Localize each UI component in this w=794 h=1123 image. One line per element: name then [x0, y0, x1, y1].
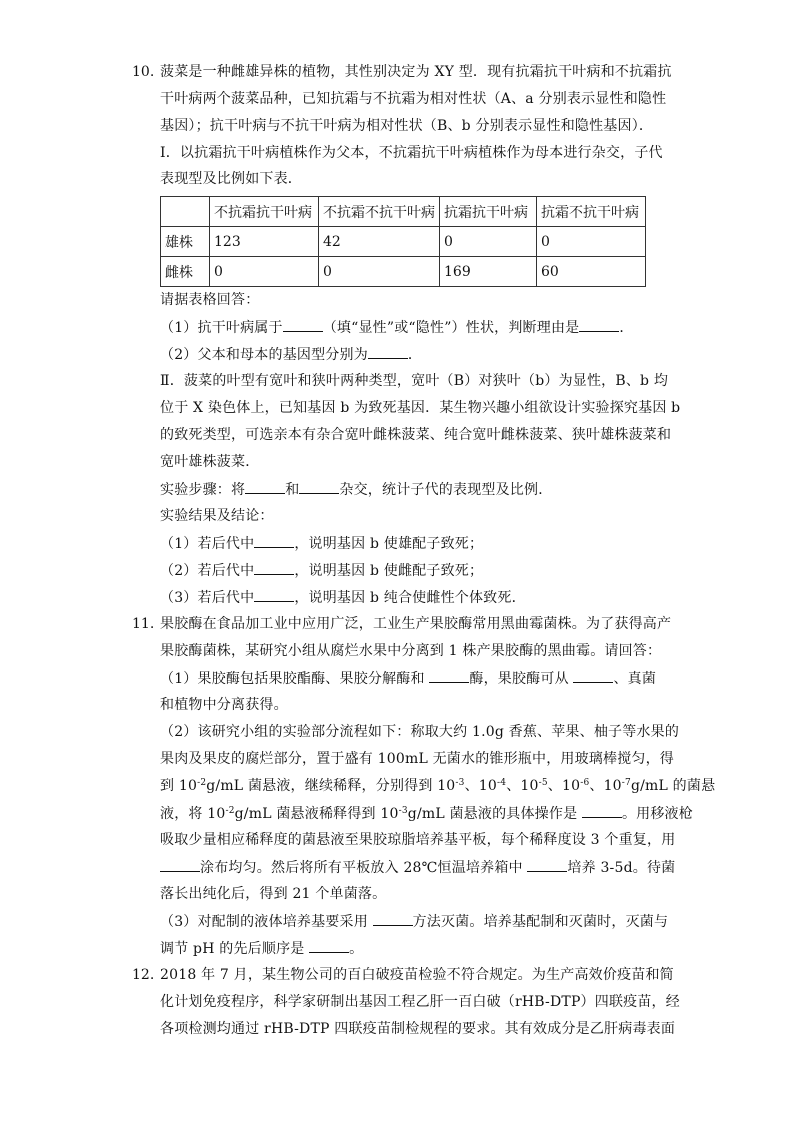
- table-header-cell: 抗霜不抗干叶病: [537, 197, 646, 227]
- q10-results-title: 实验结果及结论：: [160, 508, 274, 524]
- q11-sub-2-line-4: 液，将 $10^{-2}g/mL$ 菌悬液稀释得到 $10^{-3}g/mL$ 菌悬液的具体操作是 。用移液枪: [160, 803, 693, 824]
- q10-experiment-step: 实验步骤：将 和 杂交，统计子代的表现型及比例．: [160, 479, 552, 500]
- answer-blank[interactable]: [254, 587, 294, 602]
- q11-sub-2-line-7: 落长出纯化后，得到 21 个单菌落。: [160, 886, 387, 902]
- answer-blank[interactable]: [254, 533, 294, 548]
- table-row: [161, 257, 646, 287]
- answer-blank[interactable]: [368, 344, 408, 359]
- answer-blank[interactable]: [309, 938, 349, 953]
- q11-sub-2-line-5: 吸取少量相应稀释度的菌悬液至果胶琼脂培养基平板，每个稀释度设 3 个重复，用: [160, 832, 676, 848]
- q11-sub-2-line-1: （2）该研究小组的实验部分流程如下：称取大约 1.0g 香蕉、苹果、柚子等水果的: [160, 724, 680, 740]
- answer-blank[interactable]: [579, 317, 619, 332]
- q10-part2-line-2: 位于 X 染色体上，已知基因 b 为致死基因．某生物兴趣小组欲设计实验探究基因 b: [160, 400, 681, 416]
- q10-result-3: （3）若后代中 ，说明基因 b 纯合使雌性个体致死．: [160, 587, 526, 608]
- table-cell: 169: [440, 257, 537, 287]
- table-header-cell: 不抗霜不抗干叶病: [319, 197, 440, 227]
- answer-blank[interactable]: [283, 317, 323, 332]
- table-cell: 0: [440, 227, 537, 257]
- q10-question-2: （2）父本和母本的基因型分别为 ．: [160, 344, 422, 365]
- q11-line-1: 果胶酶在食品加工业中应用广泛，工业生产果胶酶常用黑曲霉菌株。为了获得高产: [160, 616, 672, 632]
- table-header-row: [161, 197, 646, 227]
- q10-after-table: 请据表格回答：: [160, 292, 260, 308]
- q11-sub-1-cont: 和植物中分离获得。: [160, 697, 288, 713]
- phenotype-table: [160, 196, 646, 287]
- answer-blank[interactable]: [582, 803, 622, 818]
- q10-line-1: 菠菜是一种雌雄异株的植物，其性别决定为 XY 型．现有抗霜抗干叶病和不抗霜抗: [160, 64, 672, 80]
- q10-result-2: （2）若后代中 ，说明基因 b 使雌配子致死；: [160, 560, 483, 581]
- table-cell: 42: [319, 227, 440, 257]
- table-cell: 雌株: [161, 257, 210, 287]
- q11-sub-2-line-6: 涂布均匀。然后将所有平板放入 28℃恒温培养箱中 培养 3-5d。待菌: [160, 857, 675, 878]
- table-cell: 60: [537, 257, 646, 287]
- table-cell: 雄株: [161, 227, 210, 257]
- answer-blank[interactable]: [299, 479, 339, 494]
- table-cell: 123: [210, 227, 319, 257]
- answer-blank[interactable]: [429, 668, 469, 683]
- question-number-10: 10.: [132, 64, 155, 80]
- answer-blank[interactable]: [245, 479, 285, 494]
- q10-question-1: （1）抗干叶病属于 （填“显性”或“隐性”）性状，判断理由是 ．: [160, 317, 634, 338]
- q10-line-3: 基因）；抗干叶病与不抗干叶病为相对性状（B、b 分别表示显性和隐性基因）．: [160, 118, 654, 134]
- q11-sub-3: （3）对配制的液体培养基要采用 方法灭菌。培养基配制和灭菌时，灭菌与: [160, 911, 668, 932]
- q10-line-5: 表现型及比例如下表．: [160, 171, 302, 187]
- q11-sub-2-line-2: 果肉及果皮的腐烂部分，置于盛有 100mL 无菌水的锥形瓶中，用玻璃棒搅匀，得: [160, 751, 674, 767]
- q12-line-3: 各项检测均通过 rHB-DTP 四联疫苗制检规程的要求。其有效成分是乙肝病毒表面: [160, 1021, 676, 1037]
- table-header-cell: [161, 197, 210, 227]
- answer-blank[interactable]: [527, 857, 567, 872]
- q10-line-2: 干叶病两个菠菜品种，已知抗霜与不抗霜为相对性状（A、a 分别表示显性和隐性: [160, 91, 667, 107]
- q12-line-2: 化计划免疫程序，科学家研制出基因工程乙肝一百白破（rHB-DTP）四联疫苗，经: [160, 994, 680, 1010]
- q11-sub-1: （1）果胶酶包括果胶酯酶、果胶分解酶和 酶，果胶酶可从 、真菌: [160, 668, 656, 689]
- q11-line-2: 果胶酶菌株，某研究小组从腐烂水果中分离到 1 株产果胶酶的黑曲霉。请回答：: [160, 643, 662, 659]
- q10-part2-line-3: 的致死类型，可选亲本有杂合宽叶雌株菠菜、纯合宽叶雌株菠菜、狭叶雄株菠菜和: [160, 427, 672, 443]
- table-row: [161, 227, 646, 257]
- answer-blank[interactable]: [373, 911, 413, 926]
- table-header-cell: 不抗霜抗干叶病: [210, 197, 319, 227]
- answer-blank[interactable]: [160, 857, 200, 872]
- q10-part2-line-4: 宽叶雄株菠菜．: [160, 454, 260, 470]
- table-cell: 0: [210, 257, 319, 287]
- answer-blank[interactable]: [254, 560, 294, 575]
- table-cell: 0: [319, 257, 440, 287]
- answer-blank[interactable]: [573, 668, 613, 683]
- q10-part2-line-1: Ⅱ．菠菜的叶型有宽叶和狭叶两种类型，宽叶（B）对狭叶（b）为显性，B、b 均: [160, 373, 669, 389]
- q12-line-1: 2018 年 7 月，某生物公司的百白破疫苗检验不符合规定。为生产高效价疫苗和简: [160, 967, 674, 983]
- table-cell: 0: [537, 227, 646, 257]
- question-number-12: 12.: [132, 967, 155, 983]
- q11-sub-3-cont: 调节 pH 的先后顺序是 。: [160, 938, 363, 959]
- q10-line-4: Ⅰ．以抗霜抗干叶病植株作为父本，不抗霜抗干叶病植株作为母本进行杂交，子代: [160, 145, 663, 161]
- table-header-cell: 抗霜抗干叶病: [440, 197, 537, 227]
- q10-result-1: （1）若后代中 ，说明基因 b 使雄配子致死；: [160, 533, 483, 554]
- question-number-11: 11.: [132, 616, 155, 632]
- q11-sub-2-line-3: 到 $10^{-2}g/mL$ 菌悬液，继续稀释，分别得到 $10^{-3}$、$10^{-4}$、$10^{-5}$、$10^{-6}$、$10^{-7}g/mL$ 的菌悬: [160, 778, 716, 794]
